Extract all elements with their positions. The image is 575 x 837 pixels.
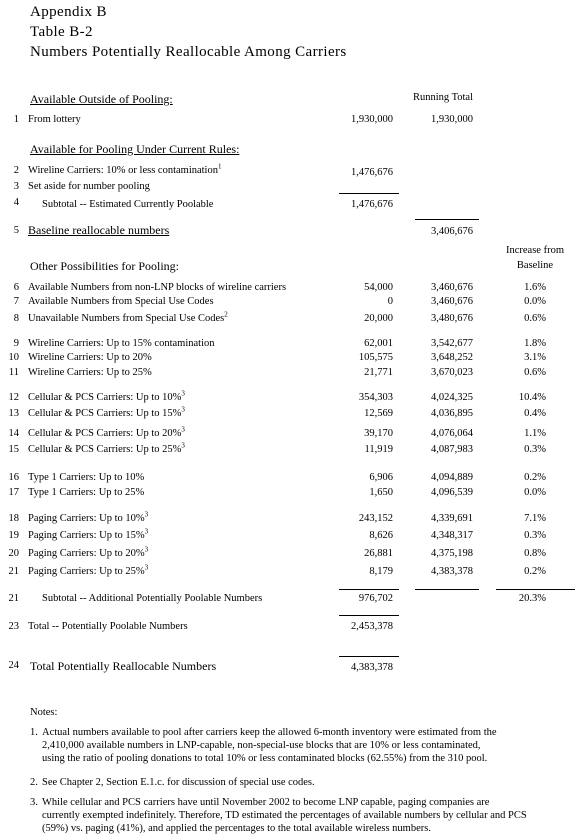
note-text: using the ratio of pooling donations to total 10% or less contaminated blocks (62.55%) from the 310 pool. [42, 753, 488, 764]
row-number: 10 [8, 352, 19, 363]
amount-cell: 1,930,000 [351, 114, 393, 125]
increase-cell: 0.0% [524, 487, 546, 498]
section-current-pooling: Available for Pooling Under Current Rules: [30, 142, 240, 156]
note-text: (59%) vs. paging (41%), and applied the percentages to the total available wireless numbers. [42, 823, 431, 834]
row-number: 15 [8, 444, 19, 455]
row-number: 5 [13, 225, 19, 236]
running-total-cell: 3,406,676 [431, 226, 473, 237]
row-label: Wireline Carriers: 10% or less contamination$^1$ [28, 162, 222, 176]
running-total-cell: 4,339,691 [431, 513, 473, 524]
row-number: 13 [8, 408, 19, 419]
row-label: Cellular & PCS Carriers: Up to 20%$^3$ [28, 425, 185, 439]
footnote-marker: 2 [224, 310, 228, 319]
row-number: 8 [13, 313, 19, 324]
running-total-header: Running Total [412, 92, 474, 103]
row-number: 17 [8, 487, 19, 498]
note-number: 2. [30, 777, 38, 788]
footnote-marker: 3 [144, 563, 149, 572]
subtotal-amount-rule [339, 589, 399, 590]
row-label: Baseline reallocable numbers [28, 223, 170, 237]
row-number: 18 [8, 513, 19, 524]
row-label: Subtotal -- Estimated Currently Poolable [42, 199, 214, 210]
row-number: 11 [8, 367, 19, 378]
total-rule [339, 615, 399, 616]
row-label: Unavailable Numbers from Special Use Codes$^2$ [28, 310, 228, 324]
increase-cell: 1.1% [524, 428, 546, 439]
amount-cell: 20,000 [364, 313, 393, 324]
row-number: 14 [8, 428, 19, 439]
running-total-cell: 3,480,676 [431, 313, 473, 324]
amount-cell: 8,179 [369, 566, 393, 577]
amount-cell: 11,919 [364, 444, 393, 455]
increase-cell: 1.6% [524, 282, 546, 293]
amount-cell: 6,906 [369, 472, 393, 483]
footnote-marker: 3 [181, 405, 185, 414]
note-text: See Chapter 2, Section E.1.c. for discussion of special use codes. [42, 777, 315, 788]
footnote-marker: 3 [144, 510, 149, 519]
row-label: Cellular & PCS Carriers: Up to 15%$^3$ [28, 405, 185, 419]
row-label: Paging Carriers: Up to 20%$^3$ [28, 545, 149, 559]
row-label: Total Potentially Reallocable Numbers [30, 659, 217, 673]
footnote-marker: 3 [144, 527, 149, 536]
table-label: Table B-2 [30, 24, 93, 40]
amount-cell: 54,000 [364, 282, 393, 293]
subtotal-running-rule [415, 589, 479, 590]
page-title: Numbers Potentially Reallocable Among Carriers [30, 44, 347, 60]
running-total-rule [415, 219, 479, 220]
running-total-cell: 4,096,539 [431, 487, 473, 498]
increase-cell: 0.3% [524, 530, 546, 541]
running-total-cell: 4,383,378 [431, 566, 473, 577]
row-number: 12 [8, 392, 19, 403]
row-label: Paging Carriers: Up to 10%$^3$ [28, 510, 149, 524]
amount-cell: 62,001 [364, 338, 393, 349]
notes-heading: Notes: [30, 707, 58, 718]
row-label: Paging Carriers: Up to 25%$^3$ [28, 563, 149, 577]
row-number: 9 [13, 338, 19, 349]
increase-cell: 0.0% [524, 296, 546, 307]
note-text: Actual numbers available to pool after carriers keep the allowed 6-month inventory were estimated from the [42, 727, 497, 738]
amount-cell: 1,650 [369, 487, 393, 498]
row-label: Wireline Carriers: Up to 25% [28, 367, 152, 378]
increase-cell: 20.3% [518, 593, 546, 604]
note-number: 1. [30, 727, 38, 738]
increase-cell: 0.6% [524, 367, 546, 378]
row-label: Wireline Carriers: Up to 20% [28, 352, 152, 363]
amount-cell: 39,170 [364, 428, 393, 439]
row-label: Set aside for number pooling [28, 181, 150, 192]
row-number: 7 [13, 296, 19, 307]
amount-cell: 0 [387, 296, 393, 307]
row-number: 24 [8, 660, 19, 671]
section-outside-pooling: Available Outside of Pooling: [30, 92, 173, 106]
row-number: 3 [13, 181, 19, 192]
grand-total-rule [339, 656, 399, 657]
subtotal-increase-rule [496, 589, 575, 590]
row-label: Paging Carriers: Up to 15%$^3$ [28, 527, 149, 541]
running-total-cell: 4,024,325 [431, 392, 473, 403]
running-total-cell: 4,036,895 [431, 408, 473, 419]
footnote-marker: 3 [144, 545, 149, 554]
running-total-cell: 3,460,676 [431, 296, 473, 307]
row-label: Cellular & PCS Carriers: Up to 10%$^3$ [28, 389, 185, 403]
row-number: 4 [13, 197, 19, 208]
subtotal-rule [339, 193, 399, 194]
increase-cell: 7.1% [524, 513, 546, 524]
row-number: 23 [8, 621, 19, 632]
amount-cell: 21,771 [364, 367, 393, 378]
amount-cell: 354,303 [358, 392, 393, 403]
increase-cell: 0.6% [524, 313, 546, 324]
increase-cell: 0.3% [524, 444, 546, 455]
amount-cell: 26,881 [364, 548, 393, 559]
running-total-cell: 1,930,000 [431, 114, 473, 125]
section-other-possibilities: Other Possibilities for Pooling: [30, 259, 180, 273]
row-number: 2 [13, 165, 19, 176]
row-label: Cellular & PCS Carriers: Up to 25%$^3$ [28, 441, 185, 455]
note-number: 3. [30, 797, 38, 808]
running-total-cell: 3,670,023 [431, 367, 473, 378]
running-total-cell: 4,087,983 [431, 444, 473, 455]
running-total-cell: 3,542,677 [431, 338, 473, 349]
row-label: From lottery [28, 114, 81, 125]
row-label: Type 1 Carriers: Up to 10% [28, 472, 145, 483]
amount-cell: 8,626 [369, 530, 393, 541]
running-total-cell: 4,094,889 [431, 472, 473, 483]
amount-cell: 976,702 [358, 593, 393, 604]
footnote-marker: 3 [181, 425, 185, 434]
amount-cell: 12,569 [364, 408, 393, 419]
amount-cell: 2,453,378 [351, 621, 393, 632]
row-label: Available Numbers from Special Use Codes [28, 296, 214, 307]
row-number: 21 [8, 566, 19, 577]
row-number: 21 [8, 593, 19, 604]
increase-cell: 0.2% [524, 566, 546, 577]
amount-cell: 105,575 [358, 352, 393, 363]
footnote-marker: 3 [181, 441, 185, 450]
appendix-label: Appendix B [30, 4, 107, 20]
amount-cell: 4,383,378 [351, 662, 393, 673]
amount-cell: 1,476,676 [351, 199, 393, 210]
row-number: 6 [13, 282, 19, 293]
footnote-marker: 1 [217, 162, 222, 171]
row-label: Type 1 Carriers: Up to 25% [28, 487, 145, 498]
row-label: Wireline Carriers: Up to 15% contamination [28, 338, 215, 349]
running-total-cell: 3,648,252 [431, 352, 473, 363]
increase-cell: 0.4% [524, 408, 546, 419]
running-total-cell: 3,460,676 [431, 282, 473, 293]
note-text: currently exempted indefinitely. Therefore, TD estimated the percentages of available numbers by cellular and PCS [42, 810, 527, 821]
increase-cell: 1.8% [524, 338, 546, 349]
running-total-cell: 4,348,317 [431, 530, 473, 541]
row-number: 20 [8, 548, 19, 559]
row-number: 16 [8, 472, 19, 483]
row-number: 1 [13, 114, 19, 125]
increase-header-line2: Baseline [516, 260, 554, 271]
note-text: While cellular and PCS carriers have until November 2002 to become LNP capable, paging companies are [42, 797, 490, 808]
row-label: Total -- Potentially Poolable Numbers [28, 621, 188, 632]
amount-cell: 243,152 [358, 513, 393, 524]
row-label: Available Numbers from non-LNP blocks of wireline carriers [28, 282, 287, 293]
row-number: 19 [8, 530, 19, 541]
increase-cell: 0.2% [524, 472, 546, 483]
increase-cell: 3.1% [524, 352, 546, 363]
amount-cell: 1,476,676 [351, 167, 393, 178]
running-total-cell: 4,375,198 [431, 548, 473, 559]
running-total-cell: 4,076,064 [431, 428, 473, 439]
row-label: Subtotal -- Additional Potentially Poolable Numbers [42, 593, 263, 604]
note-text: 2,410,000 available numbers in LNP-capable, non-special-use blocks that are 10% or less contaminated, [42, 740, 481, 751]
increase-cell: 0.8% [524, 548, 546, 559]
increase-cell: 10.4% [518, 392, 546, 403]
increase-header-line1: Increase from [505, 245, 564, 256]
footnote-marker: 3 [181, 389, 185, 398]
